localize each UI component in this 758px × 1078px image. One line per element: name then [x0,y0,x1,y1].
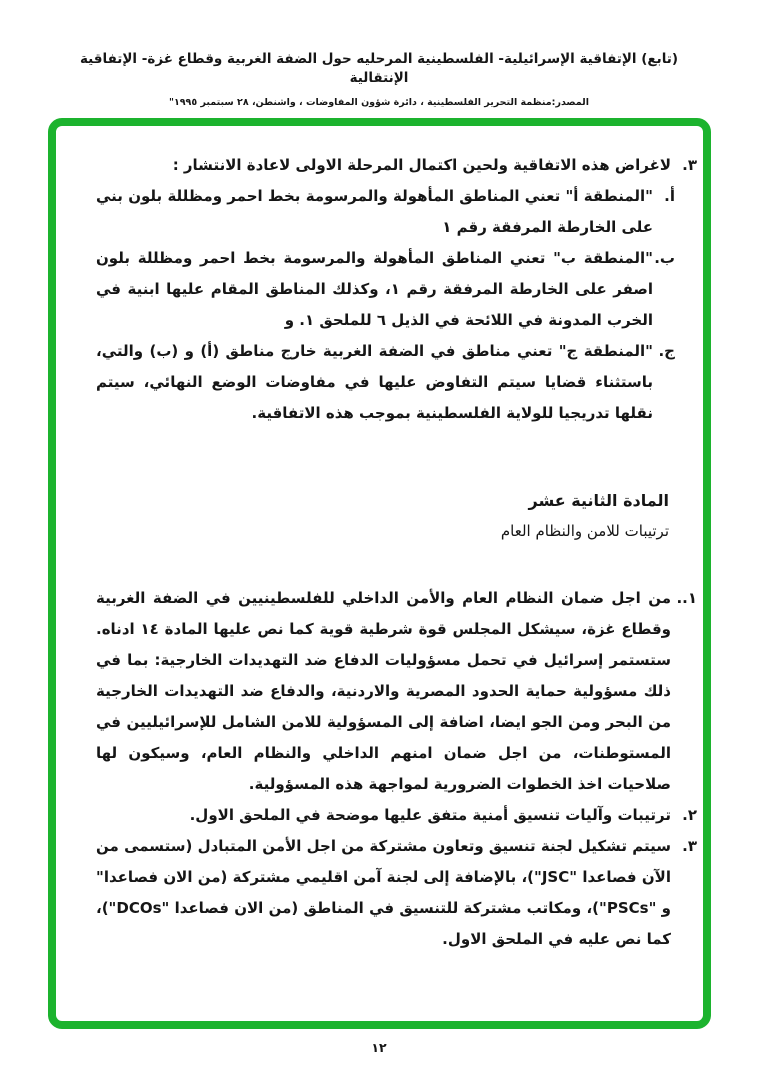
item-marker: ١.. [676,589,697,607]
item-text: ترتيبات وآليات تنسيق أمنية متفق عليها موضحة في الملحق الاول. [189,806,671,824]
clause-text: لاغراض هذه الاتفاقية ولحين اكتمال المرحلة الاولى لاعادة الانتشار : [172,156,671,174]
item-text: من اجل ضمان النظام العام والأمن الداخلي للفلسطينيين في الضفة الغربية وقطاع غزة، سيشكل المجلس قوة شرطية قوية كما نص عليها المادة ١٤ ادناه. ستستمر إسرائيل في تحمل مسؤوليات الدفاع ضد التهديدات الخارجية: بما في ذلك مسؤولية حماية الحدود المصرية والاردنية، والدفاع ضد التهديدات الخارجية من البحر ومن الجو ايضا، اضافة إلى المسؤولية للامن الشامل للإسرائيليين في المستوطنات، من اجل ضمان امنهم الداخلي والنظام العام، وسيكون لها صلاحيات اخذ الخطوات الضرورية لمواجهة هذه المسؤولية. [96,589,671,793]
clause-marker: ٣. [682,156,697,174]
article-items-list [96,583,697,955]
article-heading [96,485,669,547]
article-item-3 [96,831,697,955]
article-item-1 [96,583,697,800]
document-source-line: المصدر:منظمة التحرير الفلسطينية ، دائرة شؤون المفاوضات ، واشنطن، ٢٨ سبتمبر ١٩٩٥" [169,96,589,108]
clause-3-intro [96,150,697,181]
area-b-item [96,243,675,336]
item-marker: ب. [654,249,675,267]
page-number: ١٢ [371,1040,387,1055]
area-a-item [96,181,675,243]
area-definitions-list [96,181,697,429]
item-text: "المنطقة أ" تعني المناطق المأهولة والمرسومة بخط احمر ومظللة بلون بني على الخارطة المرفقة رقم ١ [96,187,653,236]
item-marker: ٢. [682,806,697,824]
item-text: "المنطقة ج" تعني مناطق في الضفة الغربية خارج مناطق (أ) و (ب) والتي، باستثناء قضايا سيتم التفاوض عليها في مفاوضات الوضع النهائي، سيتم نقلها تدريجيا للولاية الفلسطينية بموجب هذه الاتفاقية. [96,342,653,422]
item-marker: أ. [664,187,675,205]
green-highlight-frame [48,118,711,1029]
article-subtitle: ترتيبات للامن والنظام العام [500,522,669,540]
item-marker: ٣. [682,837,697,855]
document-header [0,50,758,108]
document-body [56,126,703,955]
document-title: (تابع) الإتفاقية الإسرائيلية- الفلسطينية المرحليه حول الضفة الغربية وقطاع غزة- الإتفاقية الإنتقالية [79,51,679,86]
article-title: المادة الثانية عشر [528,491,669,510]
item-text: سيتم تشكيل لجنة تنسيق وتعاون مشتركة من اجل الأمن المتبادل (ستسمى من الآن فصاعدا "JSC")، بالإضافة إلى لجنة آمن اقليمي مشتركة (من الان فصاعدا" و "PSCs")، ومكاتب مشتركة للتنسيق في المناطق (من الان فصاعدا "DCOs")، كما نص عليه في الملحق الاول. [96,837,671,948]
area-c-item [96,336,675,429]
article-item-2 [96,800,697,831]
item-marker: ج. [658,342,675,360]
item-text: "المنطقة ب" تعني المناطق المأهولة والمرسومة بخط احمر ومظللة بلون اصفر على الخارطة المرفقة رقم ١، وكذلك المناطق المقام عليها ابنية في الخرب المدونة في اللائحة في الذيل ٦ للملحق ١. و [96,249,653,329]
